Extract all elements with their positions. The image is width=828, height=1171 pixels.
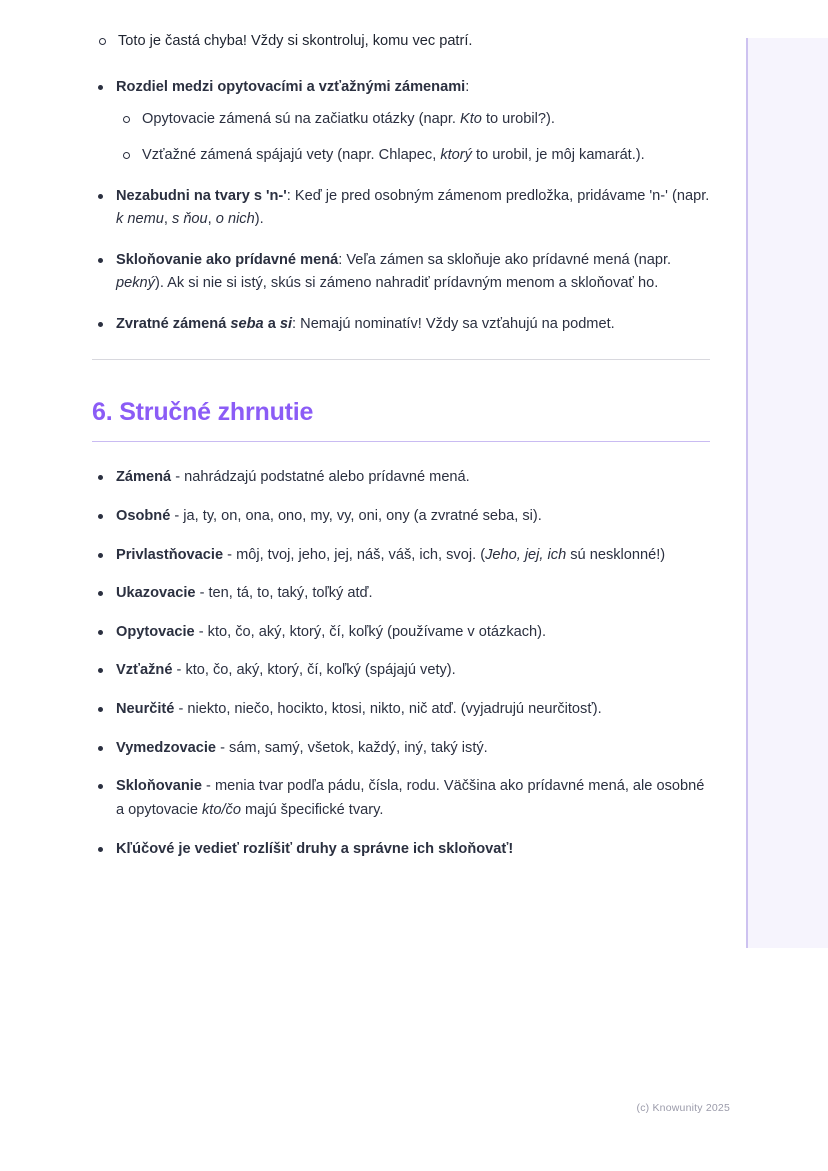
list-item-text: - sám, samý, všetok, každý, iný, taký istý.: [216, 739, 488, 756]
list-item: [116, 108, 710, 132]
list-item: [92, 185, 710, 232]
list-item-text: : Nemajú nominatív! Vždy sa vzťahujú na podmet.: [292, 316, 615, 333]
list-item: [92, 505, 710, 529]
list-item-lead-suffix: :: [465, 78, 470, 95]
page-title: 6. Stručné zhrnutie: [92, 397, 314, 426]
list-item-lead: Osobné: [116, 507, 171, 524]
copyright-footer: (c) Knowunity 2025: [636, 1102, 730, 1114]
list-item-text: Toto je častá chyba! Vždy si skontroluj, komu vec patrí.: [118, 33, 473, 49]
list-item-text: - nahrádzajú podstatné alebo prídavné mená.: [171, 469, 470, 486]
intro-sublist: [92, 30, 710, 54]
list-item: [92, 249, 710, 296]
tips-list: [92, 76, 710, 337]
list-item-text: - ja, ty, on, ona, ono, my, vy, oni, ony (a zvratné seba, si).: [170, 507, 542, 524]
list-item-text: Vzťažné zámená spájajú vety (napr. Chlapec, ktorý to urobil, je môj kamarát.).: [142, 146, 645, 163]
list-item-lead: Opytovacie: [116, 623, 195, 640]
list-item-text: - ten, tá, to, taký, toľký atď.: [195, 585, 373, 602]
section-divider: [92, 359, 710, 360]
list-item-lead: Rozdiel medzi opytovacími a vzťažnými zámenami: [116, 78, 466, 95]
list-item-text: Veľa zámen sa skloňuje ako prídavné mená (napr. pekný). Ak si nie si istý, skús si zámeno nahradiť prídavným menom a skloňovať ho.: [116, 251, 672, 292]
title-underline: [92, 441, 710, 443]
list-item: [92, 621, 710, 645]
list-item-lead: Kľúčové je vedieť rozlíšiť druhy a správne ich skloňovať!: [116, 840, 514, 857]
list-item-text: Opytovacie zámená sú na začiatku otázky (napr. Kto to urobil?).: [142, 111, 555, 128]
list-item: [92, 698, 710, 722]
list-item-lead: Neurčité: [116, 701, 175, 718]
list-item-text: Keď je pred osobným zámenom predložka, pridávame 'n-' (napr. k nemu, s ňou, o nich).: [116, 187, 710, 228]
list-item-lead: Vzťažné: [116, 662, 173, 679]
list-item-lead: Skloňovanie: [116, 778, 202, 795]
list-item-lead: Zámená: [116, 469, 172, 486]
list-item: [92, 775, 710, 822]
list-item: [92, 313, 710, 337]
list-item: [116, 144, 710, 168]
list-item: [92, 582, 710, 606]
list-item: [92, 838, 710, 862]
list-item-text: - niekto, niečo, hocikto, ktosi, nikto, nič atď. (vyjadrujú neurčitosť).: [174, 701, 602, 718]
list-item-text: - kto, čo, aký, ktorý, čí, koľký (používame v otázkach).: [194, 623, 547, 640]
list-item-lead-suffix: :: [286, 187, 295, 204]
summary-list: [92, 466, 710, 861]
list-item: [92, 30, 710, 54]
list-item-text: - kto, čo, aký, ktorý, čí, koľký (spájajú vety).: [172, 662, 456, 679]
list-item: [92, 544, 710, 568]
list-item-lead: Vymedzovacie: [116, 739, 217, 756]
list-item-lead-suffix: :: [338, 251, 347, 268]
list-item-lead: Ukazovacie: [116, 585, 196, 602]
list-item-lead: Privlastňovacie: [116, 546, 224, 563]
list-item: [92, 737, 710, 761]
tips-sublist: [116, 108, 710, 167]
list-item-text: - menia tvar podľa pádu, čísla, rodu. Väčšina ako prídavné mená, ale osobné a opytovacie kto/čo majú špecifické tvary.: [116, 778, 705, 819]
list-item: [92, 659, 710, 683]
list-item-lead: Zvratné zámená: [116, 316, 231, 333]
list-item: [92, 466, 710, 490]
list-item-lead: Skloňovanie ako prídavné mená: [116, 251, 339, 268]
list-item-text: - môj, tvoj, jeho, jej, náš, váš, ich, svoj. (Jeho, jej, ich sú nesklonné!): [223, 546, 666, 563]
list-item-lead-extra: seba a si: [230, 316, 293, 333]
list-item-lead: Nezabudni na tvary s 'n-': [116, 187, 287, 204]
list-item: [92, 76, 710, 168]
